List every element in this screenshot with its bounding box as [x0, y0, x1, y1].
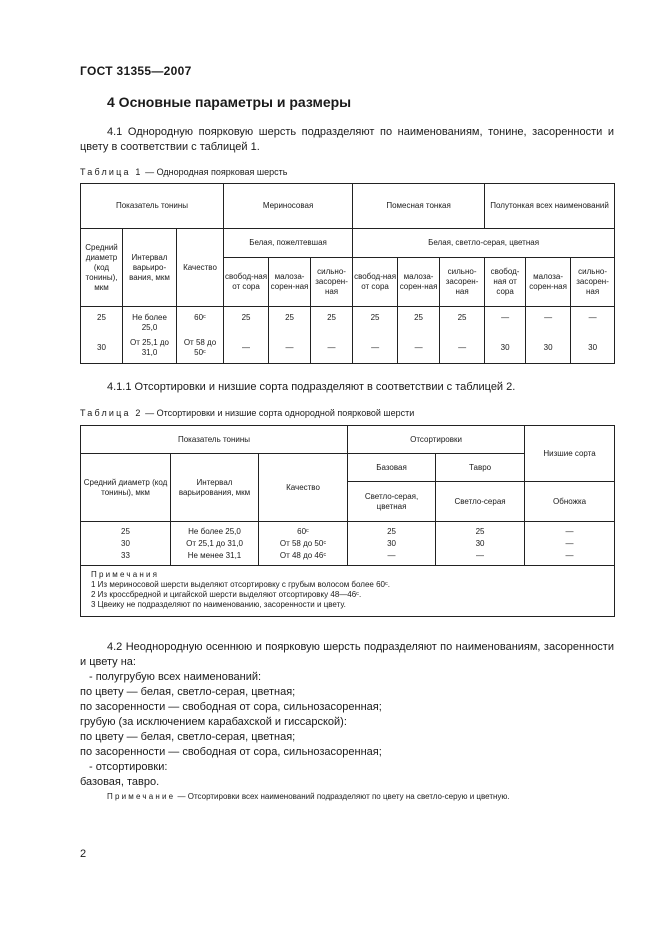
t1-cell-value: —	[353, 333, 398, 363]
t1-subheader-high-litter: сильно-засорен-ная	[311, 258, 353, 307]
t2-header-light-gray: Светло-серая	[436, 482, 525, 522]
t1-cell-value: 25	[440, 307, 485, 334]
t2-header-light-gray-colored: Светло-серая, цветная	[348, 482, 436, 522]
t1-cell-quality: 60ᶜ	[177, 307, 224, 334]
paragraph-4-2: 4.2 Неоднородную осеннюю и поярковую шерсть подразделяют по наименованиям, засоренности и цвету на:	[80, 641, 614, 668]
t1-cell-value: 25	[269, 307, 311, 334]
t2-cell-diameter: 33	[81, 550, 171, 562]
table-row	[81, 307, 615, 334]
list-item: по цвету — белая, светло-серая, цветная;	[80, 731, 296, 743]
list-item: базовая, тавро.	[80, 776, 160, 788]
table-row	[81, 526, 615, 538]
t1-cell-value: —	[224, 333, 269, 363]
t1-cell-value: —	[485, 307, 526, 334]
t1-cell-value: —	[571, 307, 615, 334]
list-item: по засоренности — свободная от сора, сильнозасоренная;	[80, 746, 382, 758]
t1-subheader-high-litter: сильно-засорен-ная	[571, 258, 615, 307]
paragraph-4-1: 4.1 Однородную поярковую шерсть подразделяют по наименованиям, тонине, засоренности и цвету в соответствии с таблицей 1.	[80, 126, 614, 153]
list-item: - полугрубую всех наименований:	[89, 671, 262, 683]
t1-header-crossbred: Помесная тонкая	[353, 184, 485, 229]
t1-subheader-low-litter: малоза-сорен-ная	[398, 258, 440, 307]
t2-cell-diameter: 30	[81, 538, 171, 550]
t2-cell-tavro: —	[436, 550, 525, 562]
t1-header-merino: Мериносовая	[224, 184, 353, 229]
t2-cell-quality: 60ᶜ	[259, 526, 348, 538]
t1-header-white-yellow: Белая, пожелтевшая	[224, 229, 353, 258]
t1-header-white-light-colored: Белая, светло-серая, цветная	[353, 229, 615, 258]
t2-header-sorts: Отсортировки	[348, 426, 525, 454]
t1-subheader-free: свобод-ная от сора	[224, 258, 269, 307]
t2-header-tavro: Тавро	[436, 454, 525, 482]
t1-cell-value: —	[398, 333, 440, 363]
t2-header-fineness: Показатель тонины	[81, 426, 348, 454]
page-number: 2	[80, 848, 87, 860]
table2-caption-label: Таблица 2	[80, 408, 143, 418]
t1-cell-value: 25	[224, 307, 269, 334]
t1-cell-value: 30	[526, 333, 571, 363]
t1-cell-value: —	[440, 333, 485, 363]
t2-cell-lower: —	[525, 526, 615, 538]
table2-caption	[80, 408, 414, 418]
t2-cell-quality: От 58 до 50ᶜ	[259, 538, 348, 550]
t1-cell-value: 25	[353, 307, 398, 334]
t2-header-base: Базовая	[348, 454, 436, 482]
final-note-text: — Отсортировки всех наименований подразделяют по цвету на светло-серую и цветную.	[175, 792, 510, 801]
table-row	[81, 550, 615, 562]
table1-caption-text: — Однородная поярковая шерсть	[142, 167, 288, 177]
t1-cell-diameter: 25	[81, 307, 123, 334]
document-header: ГОСТ 31355—2007	[80, 64, 192, 78]
t2-cell-tavro: 25	[436, 526, 525, 538]
t2-cell-base: 25	[348, 526, 436, 538]
t2-header-lower: Низшие сорта	[525, 426, 615, 482]
table1-caption	[80, 167, 287, 177]
table-1	[80, 183, 615, 364]
t2-header-interval: Интервал варьирования, мкм	[171, 454, 259, 522]
section-title: 4 Основные параметры и размеры	[107, 94, 352, 110]
t1-subheader-free: свобод-ная от сора	[353, 258, 398, 307]
t1-cell-diameter: 30	[81, 333, 123, 363]
list-item: - отсортировки:	[89, 761, 168, 773]
t1-cell-value: 30	[485, 333, 526, 363]
t2-cell-base: —	[348, 550, 436, 562]
t2-cell-base: 30	[348, 538, 436, 550]
note-item: 3 Цвеику не подразделяют по наименованию, засоренности и цвету.	[91, 600, 346, 609]
t1-cell-value: —	[269, 333, 311, 363]
t1-header-semifine: Полутонкая всех наименований	[485, 184, 615, 229]
t2-header-mean-diameter: Средний диаметр (код тонины), мкм	[81, 454, 171, 522]
t1-cell-value: 25	[311, 307, 353, 334]
list-item: грубую (за исключением карабахской и гиссарской):	[80, 716, 347, 728]
table-2	[80, 425, 615, 617]
t1-header-interval: Интервал варьиро-вания, мкм	[123, 229, 177, 307]
table1-caption-label: Таблица 1	[80, 167, 143, 177]
t2-cell-lower: —	[525, 538, 615, 550]
note-item: 2 Из кроссбредной и цигайской шерсти выделяют отсортировку 48—46ᶜ.	[91, 590, 362, 599]
t2-cell-tavro: 30	[436, 538, 525, 550]
t1-header-quality: Качество	[177, 229, 224, 307]
t2-header-quality: Качество	[259, 454, 348, 522]
t1-subheader-high-litter: сильно-засорен-ная	[440, 258, 485, 307]
t1-cell-value: 30	[571, 333, 615, 363]
t1-header-fineness: Показатель тонины	[81, 184, 224, 229]
table-row	[81, 538, 615, 550]
t1-cell-quality: От 58 до 50ᶜ	[177, 333, 224, 363]
t1-header-mean-diameter: Средний диаметр (код тонины), мкм	[81, 229, 123, 307]
t1-cell-interval: Не более 25,0	[123, 307, 177, 334]
t1-cell-value: —	[311, 333, 353, 363]
final-note-label: Примечание	[107, 792, 176, 801]
t1-subheader-low-litter: малоза-сорен-ная	[269, 258, 311, 307]
t2-cell-quality: От 48 до 46ᶜ	[259, 550, 348, 562]
table2-notes	[81, 566, 615, 617]
table-row	[81, 333, 615, 363]
table2-caption-text: — Отсортировки и низшие сорта однородной поярковой шерсти	[142, 408, 415, 418]
list-item: по засоренности — свободная от сора, сильнозасоренная;	[80, 701, 382, 713]
t1-subheader-free: свобод-ная от сора	[485, 258, 526, 307]
t1-subheader-low-litter: малоза-сорен-ная	[526, 258, 571, 307]
final-note	[107, 792, 510, 801]
t2-cell-diameter: 25	[81, 526, 171, 538]
notes-title: Примечания	[91, 570, 160, 579]
t1-cell-interval: От 25,1 до 31,0	[123, 333, 177, 363]
t2-cell-interval: От 25,1 до 31,0	[171, 538, 259, 550]
t2-header-obnozhka: Обножка	[525, 482, 615, 522]
t2-cell-lower: —	[525, 550, 615, 562]
t1-cell-value: 25	[398, 307, 440, 334]
paragraph-4-1-1: 4.1.1 Отсортировки и низшие сорта подразделяют в соответствии с таблицей 2.	[107, 381, 516, 393]
t1-cell-value: —	[526, 307, 571, 334]
note-item: 1 Из мериносовой шерсти выделяют отсортировку с грубым волосом более 60ᶜ.	[91, 580, 391, 589]
t2-cell-interval: Не более 25,0	[171, 526, 259, 538]
list-item: по цвету — белая, светло-серая, цветная;	[80, 686, 296, 698]
t2-cell-interval: Не менее 31,1	[171, 550, 259, 562]
